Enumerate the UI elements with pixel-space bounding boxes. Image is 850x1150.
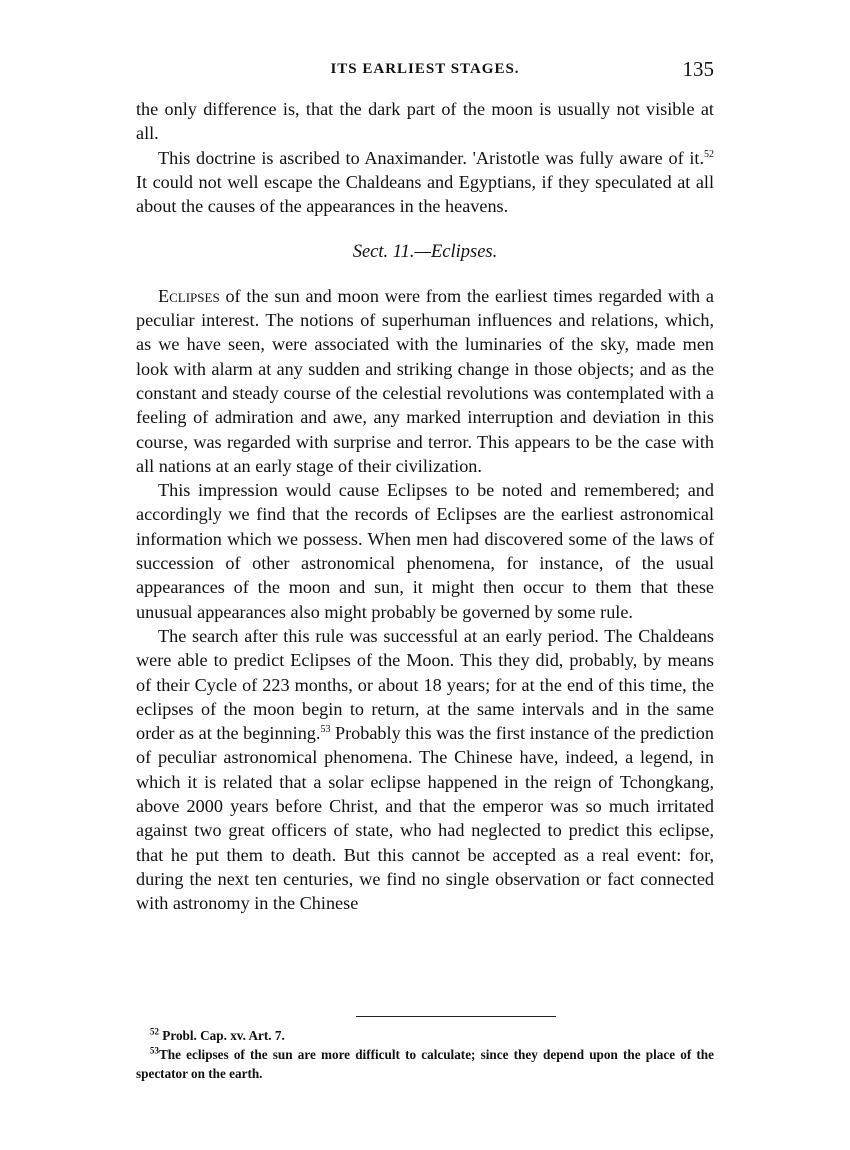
footnote-ref-52: 52: [704, 148, 714, 160]
paragraph-4: This impression would cause Eclipses to be noted and remembered; and accordingly we find that the records of Eclipses are the earliest astronomical information which we possess. When men had discovered some of the laws of succession of other astronomical phenomena, for instance, of the usual appearances of the moon and sun, it might then occur to them that these unusual appearances also might probably be governed by some rule.: [136, 480, 714, 622]
paragraph-5-text: The search after this rule was successful at an early period. The Chaldeans were able to predict Eclipses of the Moon. This they did, probably, by means of their Cycle of 223 months, or about 18 years; for at the end of this time, the eclipses of the moon begin to return, at the same intervals and in the same order as at the beginning.: [136, 625, 714, 744]
paragraph-2: [136, 146, 714, 219]
footnote-52-mark: 52: [150, 1026, 159, 1037]
footnote-ref-53: 53: [320, 724, 331, 736]
footnotes: [136, 1026, 714, 1083]
paragraph-5: [136, 624, 714, 916]
paragraph-3: [136, 284, 714, 478]
page-header: [136, 57, 714, 87]
footnote-52-text: Probl. Cap. xv. Art. 7.: [159, 1028, 285, 1043]
footnote-53: [136, 1045, 714, 1083]
running-head: ITS EARLIEST STAGES.: [330, 61, 520, 77]
footnote-53-text: The eclipses of the sun are more difficult to calculate; since they depend upon the place of the spectator on the earth.: [136, 1047, 714, 1081]
body-text: [136, 97, 714, 916]
footnote-divider: [356, 1016, 556, 1017]
paragraph-2-text-cont: It could not well escape the Chaldeans and Egyptians, if they speculated at all about the causes of the appearances in the heavens.: [136, 171, 714, 217]
footnote-53-mark: 53: [150, 1045, 159, 1056]
page-number: 135: [682, 57, 714, 81]
section-heading: [136, 240, 714, 264]
section-label: Sect.: [352, 242, 389, 263]
paragraph-3-text: of the sun and moon were from the earliest times regarded with a peculiar interest. The notions of superhuman influences and relations, which, as we have seen, were associated with the luminaries of the sky, made men look with alarm at any sudden and striking change in those objects; and as the constant and steady course of the celestial revolutions was contemplated with a feeling of admiration and awe, any marked interruption and deviation in this course, was regarded with surprise and terror. This appears to be the case with all nations at an early stage of their civilization.: [136, 285, 714, 476]
footnote-52: [136, 1026, 714, 1045]
paragraph-2-text: This doctrine is ascribed to Anaximander. 'Aristotle was fully aware of it.: [158, 147, 704, 168]
paragraph-3-dropword: Eclipses: [158, 285, 220, 306]
section-title: 11.—Eclipses.: [388, 242, 498, 263]
paragraph-1: the only difference is, that the dark part of the moon is usually not visible at all.: [136, 99, 714, 144]
paragraph-5-text-cont: Probably this was the first instance of the prediction of peculiar astronomical phenomena. The Chinese have, indeed, a legend, in which it is related that a solar eclipse happened in the reign of Tchongkang, above 2000 years before Christ, and that the emperor was so much irritated against two great officers of state, who had neglected to predict this eclipse, that he put them to death. But this cannot be accepted as a real event: for, during the next ten centuries, we find no single observation or fact connected with astronomy in the Chinese: [136, 723, 714, 914]
